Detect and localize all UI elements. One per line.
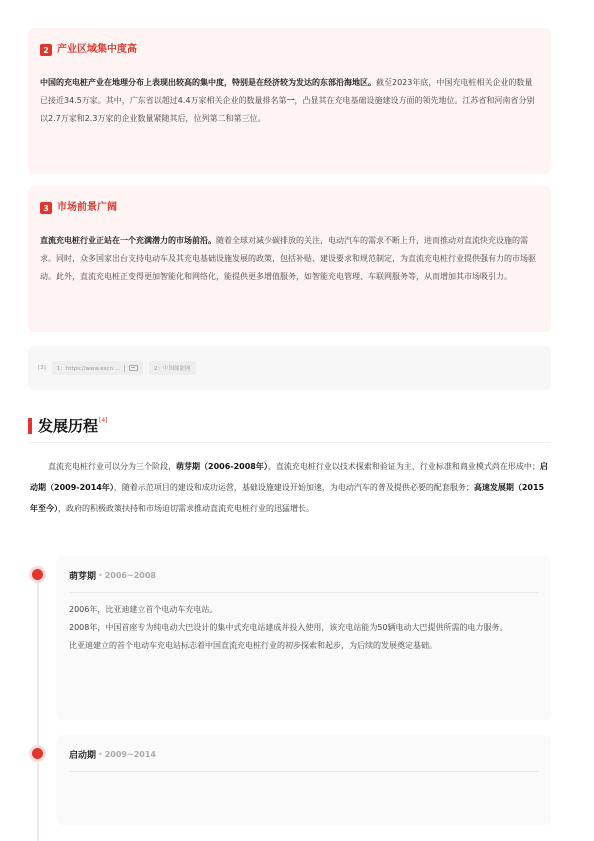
timeline-stage-name: 启动期 [69, 750, 97, 761]
feature-card-title: 产业区域集中度高 [57, 44, 137, 55]
feature-card-market-outlook [28, 186, 551, 332]
timeline-card-divider [69, 771, 539, 772]
timeline-event: 2006年，比亚迪建立首个电动车充电站。 [69, 605, 218, 614]
body-bold-lead: 直流充电桩行业正站在一个充满潜力的市场前沿。 [40, 236, 216, 245]
feature-card-regional-concentration [28, 28, 551, 174]
timeline-card-germination [56, 556, 551, 720]
intro-text: ，直流充电桩行业以技术探索和验证为主，行业标准和商业模式尚在形成中； [267, 462, 540, 471]
timeline-dot [32, 569, 43, 580]
timeline-event: 2008年，中国首座专为纯电动大巴设计的集中式充电站建成并投入使用，该充电站能为50辆电动大巴提供所需的电力服务。 [69, 623, 508, 632]
timeline-card-header [69, 568, 156, 582]
feature-card-header [40, 201, 117, 215]
timeline-card-divider [69, 592, 539, 593]
timeline-track [37, 578, 39, 841]
timeline-separator: • [98, 749, 103, 759]
intro-stage-1: 萌芽期（2006-2008年） [176, 462, 268, 471]
intro-text: 直流充电桩行业可以分为三个阶段， [48, 462, 176, 471]
timeline-dot [32, 748, 43, 759]
intro-text: ，政府的积极政策扶持和市场迫切需求推动直流充电桩行业的迅猛增长。 [58, 504, 314, 513]
copy-link-icon[interactable] [129, 365, 138, 371]
section-heading [38, 415, 108, 437]
timeline-stage-name: 萌芽期 [69, 571, 97, 582]
number-badge: 2 [40, 44, 52, 56]
body-bold-lead: 中国的充电桩产业在地理分布上表现出较高的集中度，特别是在经济较为发达的东部沿海地区。 [40, 78, 376, 87]
intro-text: ，随着示范项目的建设和成功运营，基础设施建设开始加速，为电动汽车的普及提供必要的配套服务； [113, 483, 474, 492]
reference-label: [3] [38, 365, 46, 371]
reference-link-2[interactable] [149, 361, 196, 375]
reference-bar [28, 346, 551, 390]
intro-stage-2: 启动期（2009-2014年） [30, 462, 548, 492]
chip-divider [124, 365, 125, 372]
reference-link-text: 2：中国储能网 [154, 366, 191, 372]
section-citation[interactable]: [4] [99, 417, 108, 424]
timeline-card-header [69, 747, 156, 761]
body-text: 随着全球对减少碳排放的关注，电动汽车的需求不断上升，进而推动对直流快充设施的需求。同时，众多国家出台支持电动车及其充电基础设施发展的政策，包括补贴、建设要求和规范制定，为直流充电桩行业提供强有力的市场驱动。此外，直流充电桩正变得更加智能化和网络化，能提供更多增值服务，如智能充电管理、车联网服务等，从而增加其市场吸引力。 [40, 236, 536, 281]
body-text-tail: ，凸显其在充电基础设施建设方面的领先地位。江苏省和河南省分别以2.7万家和2.3万家的企业数量紧随其后，位列第二和第三位。 [40, 96, 535, 123]
feature-card-body [40, 74, 540, 128]
timeline-separator: • [98, 570, 103, 580]
reference-link-text: 1：https://www.escn.... [56, 366, 121, 372]
section-divider [28, 442, 551, 443]
timeline-event: 比亚迪建立的首个电动车充电站标志着中国直流充电桩行业的初步探索和起步，为后续的发展奠定基础。 [69, 641, 437, 650]
timeline-events [69, 601, 541, 655]
body-text: 截至2023年底，中国充电桩相关企业的数量已接近34.5万家。其中，广东省以超过4.4万家相关企业的数量排名第 [40, 78, 533, 105]
number-badge: 3 [40, 202, 52, 214]
section-title: 发展历程 [38, 417, 99, 435]
section-accent-bar [28, 418, 32, 434]
feature-card-header [40, 43, 137, 57]
timeline-card-startup [56, 735, 551, 825]
timeline-years: 2006~2008 [104, 570, 156, 580]
intro-stage-3: 高速发展期（2015年至今） [30, 483, 545, 513]
body-bold-inline: 一 [286, 96, 295, 105]
history-intro-paragraph [30, 456, 552, 519]
feature-card-title: 市场前景广阔 [57, 202, 117, 213]
reference-link-1[interactable] [52, 361, 143, 375]
feature-card-body [40, 232, 540, 286]
timeline-years: 2009~2014 [104, 749, 156, 759]
